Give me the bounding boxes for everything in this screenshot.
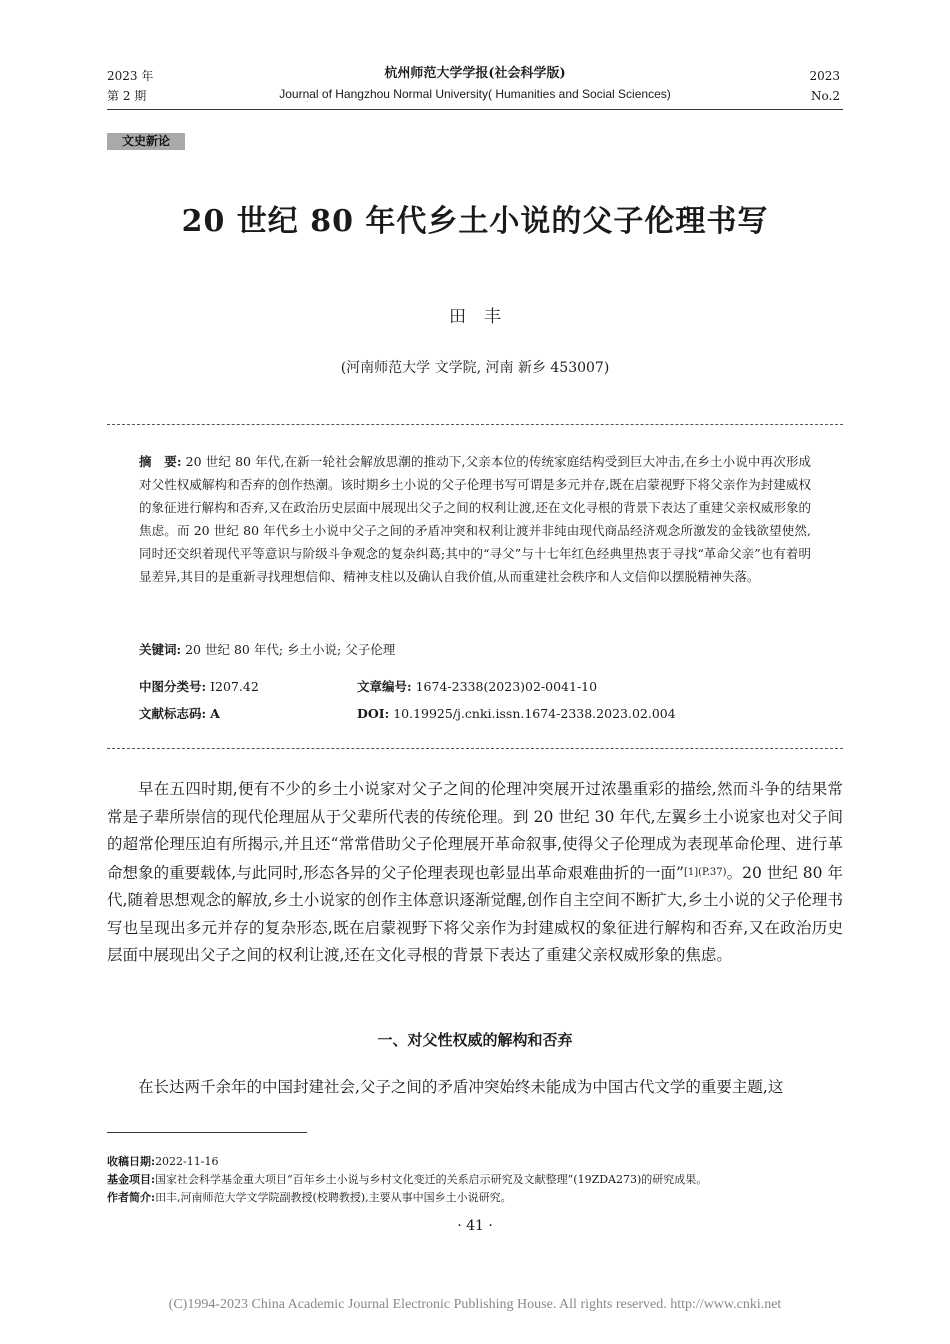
- fund-label: 基金项目:: [107, 1173, 156, 1186]
- author-affiliation: (河南师范大学 文学院, 河南 新乡 453007): [340, 360, 610, 376]
- received-value: 2022-11-16: [155, 1155, 219, 1168]
- author-bio-value: 田丰,河南师范大学文学院副教授(校聘教授),主要从事中国乡土小说研究。: [155, 1191, 512, 1204]
- body-paragraph-1: [107, 776, 843, 970]
- keywords-label: 关键词:: [139, 642, 182, 657]
- doi-label: DOI:: [357, 706, 390, 721]
- section-heading-1: 一、对父性权威的解构和否弃: [377, 1031, 573, 1049]
- fund-value: 国家社会科学基金重大项目“百年乡土小说与乡村文化变迁的关系启示研究及文献整理”(19ZDA273)的研究成果。: [155, 1173, 708, 1186]
- issue-left: 第 2 期: [107, 89, 147, 103]
- footnote-received: [107, 1153, 843, 1171]
- received-label: 收稿日期:: [107, 1155, 156, 1168]
- footnote-divider: [107, 1132, 307, 1133]
- doi-value: 10.19925/j.cnki.issn.1674-2338.2023.02.004: [393, 706, 676, 721]
- article-number: [357, 677, 597, 697]
- document-code-value: A: [210, 706, 220, 721]
- author-bio-label: 作者简介:: [107, 1191, 156, 1204]
- journal-title-cn: 杭州师范大学学报(社会科学版): [384, 66, 566, 81]
- abstract-label: 摘 要:: [139, 454, 182, 469]
- document-code: [139, 704, 220, 724]
- body-p1-part-a: 早在五四时期,便有不少的乡土小说家对父子之间的伦理冲突展开过浓墨重彩的描绘,然而斗争的结果常常是子辈所崇信的现代伦理屈从于父辈所代表的传统伦理。到 20 世纪 30 年代,左翼乡土小说家也对父子间的超常伦理压迫有所揭示,并且还“常常借助父子伦理展开革命叙事,使得父子伦理成为表现革命伦理、进行革命想象的重要载体,与此同时,形态各异的父子伦理表现也彰显出革命艰难曲折的一面”: [107, 780, 843, 882]
- abstract-top-divider: [107, 424, 843, 425]
- doi: [357, 704, 676, 724]
- keywords-text: 20 世纪 80 年代; 乡土小说; 父子伦理: [185, 642, 396, 657]
- article-title: 20 世纪 80 年代乡土小说的父子伦理书写: [181, 204, 769, 239]
- header-divider: [107, 109, 843, 110]
- clc-label: 中图分类号:: [139, 679, 207, 694]
- keywords: [139, 640, 395, 660]
- article-number-value: 1674-2338(2023)02-0041-10: [415, 679, 598, 694]
- abstract-text: 20 世纪 80 年代,在新一轮社会解放思潮的推动下,父亲本位的传统家庭结构受到巨大冲击,在乡土小说中再次形成对父性权威解构和否弃的创作热潮。该时期乡土小说的父子伦理书写可谓是多元并存,既在启蒙视野下将父亲作为封建威权的象征进行解构和否弃,又在政治历史层面中展现出父子之间的权利让渡,还在文化寻根的背景下表达了重建父亲权威形象的焦虑。而 20 世纪 80 年代乡土小说中父子之间的矛盾冲突和权利让渡并非纯由现代商品经济观念所激发的金钱欲望使然,同时还交织着现代平等意识与阶级斗争观念的复杂纠葛;其中的“寻父”与十七年红色经典里热衷于寻找“革命父亲”也有着明显差异,其目的是重新寻找理想信仰、精神支柱以及确认自我价值,从而重建社会秩序和人文信仰以摆脱精神失落。: [139, 454, 811, 584]
- abstract: [139, 450, 811, 588]
- issue-right: No.2: [811, 89, 840, 103]
- document-code-label: 文献标志码:: [139, 706, 207, 721]
- footnote-fund: [107, 1171, 843, 1189]
- body-p1-part-b: 。20 世纪 80 年代,随着思想观念的解放,乡土小说家的创作主体意识逐渐觉醒,创作自主空间不断扩大,乡土小说的父子伦理书写也呈现出多元并存的复杂形态,既在启蒙视野下将父亲作为封建威权的象征进行解构和否弃,又在政治历史层面中展现出父子之间的权利让渡,还在文化寻根的背景下表达了重建父亲权威形象的焦虑。: [107, 863, 843, 964]
- abstract-bottom-divider: [107, 748, 843, 749]
- article-number-label: 文章编号:: [357, 679, 412, 694]
- year-left: 2023 年: [107, 69, 154, 83]
- header-journal: [0, 64, 950, 104]
- year-right: 2023: [809, 69, 840, 83]
- page-number: · 41 ·: [457, 1218, 493, 1234]
- clc-value: I207.42: [210, 679, 259, 694]
- citation-ref: [1](P.37): [683, 866, 727, 878]
- journal-title-en: Journal of Hangzhou Normal University( Humanities and Social Sciences): [279, 87, 671, 101]
- clc-number: [139, 677, 259, 697]
- footnote-author: [107, 1189, 843, 1207]
- copyright-footer: (C)1994-2023 China Academic Journal Electronic Publishing House. All rights reserved. http://www.cnki.net: [168, 1297, 782, 1312]
- header-right: [809, 66, 840, 106]
- body-paragraph-2: 在长达两千余年的中国封建社会,父子之间的矛盾冲突始终未能成为中国古代文学的重要主题,这: [138, 1078, 784, 1096]
- author-name: 田丰: [449, 307, 519, 327]
- section-tag: 文史新论: [107, 133, 185, 150]
